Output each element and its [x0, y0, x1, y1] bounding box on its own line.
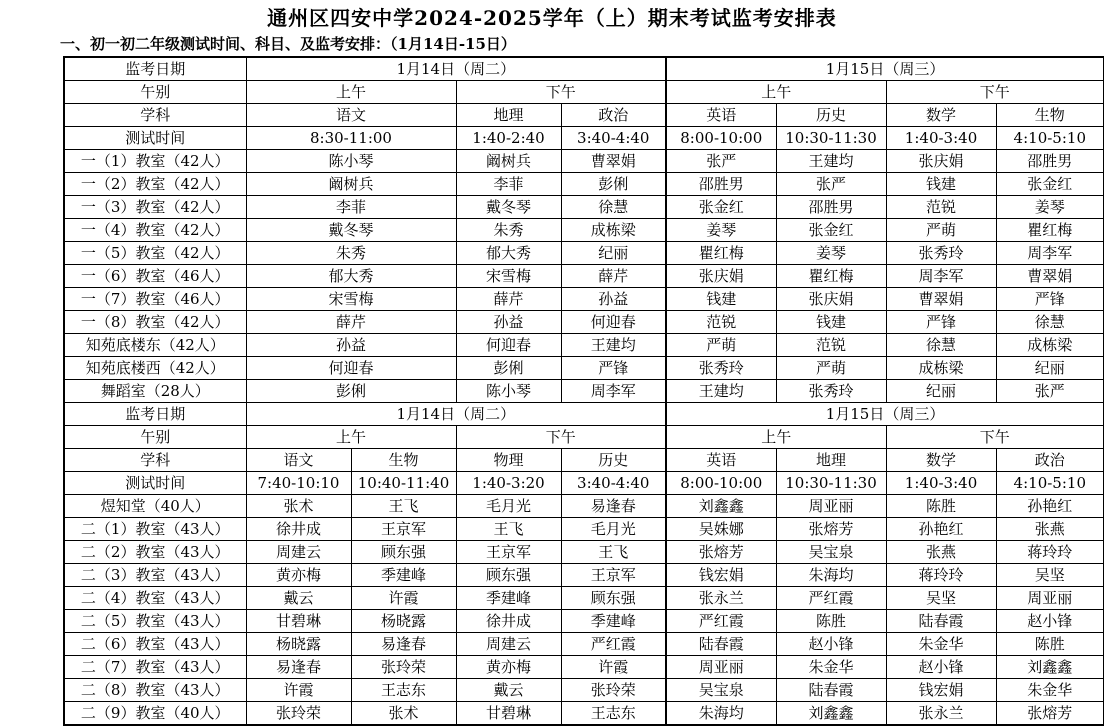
invigilator-name: 薛芹 — [456, 288, 561, 311]
invigilator-name: 李菲 — [246, 196, 456, 219]
invigilator-name: 张庆娟 — [666, 265, 776, 288]
invigilator-name: 吴坚 — [886, 587, 996, 610]
invigilator-name: 孙益 — [246, 334, 456, 357]
invigilator-name: 孙益 — [561, 288, 666, 311]
invigilator-name: 纪丽 — [996, 357, 1104, 380]
date-value: 1月14日（周二） — [246, 57, 666, 81]
invigilator-name: 严萌 — [666, 334, 776, 357]
invigilator-name: 黄亦梅 — [456, 656, 561, 679]
invigilator-name: 成栋梁 — [996, 334, 1104, 357]
invigilator-name: 陈胜 — [776, 610, 886, 633]
invigilator-name: 王建均 — [776, 150, 886, 173]
invigilator-name: 王飞 — [456, 518, 561, 541]
invigilator-name: 陆春霞 — [886, 610, 996, 633]
subject-value: 语文 — [246, 449, 351, 472]
invigilator-name: 季建峰 — [351, 564, 456, 587]
invigilator-name: 张秀玲 — [776, 380, 886, 403]
invigilator-name: 甘碧琳 — [246, 610, 351, 633]
time-value: 10:40-11:40 — [351, 472, 456, 495]
invigilator-name: 朱海均 — [666, 702, 776, 726]
room-label: 一（2）教室（42人） — [64, 173, 246, 196]
invigilator-name: 范锐 — [666, 311, 776, 334]
invigilator-name: 陈胜 — [886, 495, 996, 518]
grade7-room-row — [64, 219, 1104, 242]
page-subtitle: 一、初一初二年级测试时间、科目、及监考安排：（1月14日-15日） — [60, 35, 516, 53]
room-label: 二（9）教室（40人） — [64, 702, 246, 726]
grade8-room-row — [64, 564, 1104, 587]
invigilator-name: 孙益 — [456, 311, 561, 334]
subject-value: 英语 — [666, 449, 776, 472]
invigilator-name: 曹翠娟 — [996, 265, 1104, 288]
invigilator-name: 李菲 — [456, 173, 561, 196]
grade8-room-row — [64, 518, 1104, 541]
invigilator-name: 严锋 — [996, 288, 1104, 311]
invigilator-name: 周亚丽 — [996, 587, 1104, 610]
time-row-label: 测试时间 — [64, 127, 246, 150]
grade7-room-row — [64, 288, 1104, 311]
invigilator-name: 张术 — [246, 495, 351, 518]
invigilator-name: 许霞 — [561, 656, 666, 679]
invigilator-name: 王飞 — [351, 495, 456, 518]
invigilation-table-body — [64, 57, 1104, 725]
invigilator-name: 张熔芳 — [666, 541, 776, 564]
invigilator-name: 张燕 — [996, 518, 1104, 541]
subject-value: 政治 — [561, 104, 666, 127]
invigilator-name: 吴宝泉 — [776, 541, 886, 564]
invigilator-name: 钱建 — [886, 173, 996, 196]
invigilator-name: 成栋梁 — [886, 357, 996, 380]
grade7-room-row — [64, 357, 1104, 380]
invigilator-name: 张熔芳 — [776, 518, 886, 541]
time-value: 8:30-11:00 — [246, 127, 456, 150]
invigilator-name: 严锋 — [886, 311, 996, 334]
invigilator-name: 顾东强 — [351, 541, 456, 564]
grade7-subject-row — [64, 104, 1104, 127]
invigilator-name: 张严 — [996, 380, 1104, 403]
invigilator-name: 张术 — [351, 702, 456, 726]
period-value: 下午 — [456, 426, 666, 449]
invigilator-name: 姜琴 — [996, 196, 1104, 219]
subject-value: 历史 — [776, 104, 886, 127]
room-label: 一（7）教室（46人） — [64, 288, 246, 311]
room-label: 一（6）教室（46人） — [64, 265, 246, 288]
grade8-time-row — [64, 472, 1104, 495]
grade7-room-row — [64, 173, 1104, 196]
invigilator-name: 张玲荣 — [246, 702, 351, 726]
invigilator-name: 彭俐 — [561, 173, 666, 196]
invigilator-name: 孙艳红 — [886, 518, 996, 541]
invigilator-name: 陆春霞 — [776, 679, 886, 702]
invigilator-name: 成栋梁 — [561, 219, 666, 242]
invigilator-name: 许霞 — [351, 587, 456, 610]
invigilator-name: 钱建 — [666, 288, 776, 311]
grade7-date-row — [64, 57, 1104, 81]
invigilator-name: 陈小琴 — [246, 150, 456, 173]
grade8-period-row — [64, 426, 1104, 449]
invigilator-name: 薛芹 — [246, 311, 456, 334]
time-value: 10:30-11:30 — [776, 127, 886, 150]
period-value: 上午 — [666, 81, 886, 104]
subject-row-label: 学科 — [64, 449, 246, 472]
subject-value: 物理 — [456, 449, 561, 472]
invigilator-name: 陈胜 — [996, 633, 1104, 656]
invigilator-name: 蒋玲玲 — [886, 564, 996, 587]
invigilator-name: 杨晓露 — [246, 633, 351, 656]
invigilator-name: 张永兰 — [886, 702, 996, 726]
invigilator-name: 朱金华 — [776, 656, 886, 679]
time-value: 7:40-10:10 — [246, 472, 351, 495]
room-label: 一（4）教室（42人） — [64, 219, 246, 242]
invigilator-name: 朱秀 — [246, 242, 456, 265]
grade7-room-row — [64, 380, 1104, 403]
invigilator-name: 周亚丽 — [776, 495, 886, 518]
subject-value: 英语 — [666, 104, 776, 127]
time-value: 4:10-5:10 — [996, 472, 1104, 495]
invigilator-name: 徐慧 — [561, 196, 666, 219]
grade7-room-row — [64, 265, 1104, 288]
invigilator-name: 张秀玲 — [666, 357, 776, 380]
invigilator-name: 赵小锋 — [996, 610, 1104, 633]
room-label: 知苑底楼东（42人） — [64, 334, 246, 357]
time-value: 1:40-3:40 — [886, 127, 996, 150]
invigilator-name: 薛芹 — [561, 265, 666, 288]
time-value: 1:40-3:20 — [456, 472, 561, 495]
subject-row-label: 学科 — [64, 104, 246, 127]
room-label: 知苑底楼西（42人） — [64, 357, 246, 380]
invigilator-name: 徐慧 — [996, 311, 1104, 334]
grade8-room-row — [64, 587, 1104, 610]
invigilator-name: 严萌 — [886, 219, 996, 242]
grade7-room-row — [64, 334, 1104, 357]
invigilator-name: 朱秀 — [456, 219, 561, 242]
room-label: 二（1）教室（43人） — [64, 518, 246, 541]
time-row-label: 测试时间 — [64, 472, 246, 495]
grade8-date-row — [64, 403, 1104, 426]
grade7-time-row — [64, 127, 1104, 150]
invigilator-name: 易逢春 — [351, 633, 456, 656]
invigilator-name: 季建峰 — [456, 587, 561, 610]
invigilator-name: 严锋 — [561, 357, 666, 380]
room-label: 一（8）教室（42人） — [64, 311, 246, 334]
invigilator-name: 赵小锋 — [776, 633, 886, 656]
invigilator-name: 杨晓露 — [351, 610, 456, 633]
room-label: 舞蹈室（28人） — [64, 380, 246, 403]
invigilator-name: 纪丽 — [886, 380, 996, 403]
time-value: 8:00-10:00 — [666, 127, 776, 150]
room-label: 二（8）教室（43人） — [64, 679, 246, 702]
invigilator-name: 曹翠娟 — [561, 150, 666, 173]
subject-value: 生物 — [351, 449, 456, 472]
invigilator-name: 瞿红梅 — [666, 242, 776, 265]
invigilator-name: 黄亦梅 — [246, 564, 351, 587]
invigilator-name: 钱宏娟 — [886, 679, 996, 702]
invigilator-name: 严红霞 — [776, 587, 886, 610]
date-row-label: 监考日期 — [64, 403, 246, 426]
grade7-room-row — [64, 150, 1104, 173]
time-value: 4:10-5:10 — [996, 127, 1104, 150]
room-label: 二（7）教室（43人） — [64, 656, 246, 679]
invigilator-name: 易逢春 — [561, 495, 666, 518]
invigilator-name: 王京军 — [351, 518, 456, 541]
invigilator-name: 张玲荣 — [561, 679, 666, 702]
date-value: 1月15日（周三） — [666, 403, 1104, 426]
grade8-room-row — [64, 679, 1104, 702]
invigilator-name: 徐慧 — [886, 334, 996, 357]
subject-value: 政治 — [996, 449, 1104, 472]
invigilator-name: 孙艳红 — [996, 495, 1104, 518]
invigilator-name: 严萌 — [776, 357, 886, 380]
invigilator-name: 吴姝娜 — [666, 518, 776, 541]
time-value: 1:40-3:40 — [886, 472, 996, 495]
room-label: 二（6）教室（43人） — [64, 633, 246, 656]
invigilator-name: 姜琴 — [666, 219, 776, 242]
invigilator-name: 顾东强 — [561, 587, 666, 610]
invigilator-name: 瞿红梅 — [996, 219, 1104, 242]
invigilator-name: 吴宝泉 — [666, 679, 776, 702]
invigilator-name: 张燕 — [886, 541, 996, 564]
time-value: 3:40-4:40 — [561, 127, 666, 150]
invigilator-name: 王建均 — [666, 380, 776, 403]
invigilator-name: 王志东 — [351, 679, 456, 702]
invigilator-name: 曹翠娟 — [886, 288, 996, 311]
period-value: 上午 — [246, 81, 456, 104]
room-label: 二（5）教室（43人） — [64, 610, 246, 633]
invigilator-name: 季建峰 — [561, 610, 666, 633]
period-value: 下午 — [886, 81, 1104, 104]
invigilator-name: 陈小琴 — [456, 380, 561, 403]
grade8-room-row — [64, 495, 1104, 518]
invigilator-name: 瞿红梅 — [776, 265, 886, 288]
subject-value: 历史 — [561, 449, 666, 472]
subject-value: 地理 — [776, 449, 886, 472]
invigilator-name: 张金红 — [666, 196, 776, 219]
grade8-room-row — [64, 656, 1104, 679]
invigilator-name: 张永兰 — [666, 587, 776, 610]
subject-value: 数学 — [886, 104, 996, 127]
invigilator-name: 王建均 — [561, 334, 666, 357]
grade7-room-row — [64, 242, 1104, 265]
invigilator-name: 郁大秀 — [246, 265, 456, 288]
invigilator-name: 赵小锋 — [886, 656, 996, 679]
time-value: 1:40-2:40 — [456, 127, 561, 150]
invigilator-name: 许霞 — [246, 679, 351, 702]
room-label: 二（2）教室（43人） — [64, 541, 246, 564]
invigilator-name: 彭俐 — [456, 357, 561, 380]
invigilator-name: 王飞 — [561, 541, 666, 564]
invigilator-name: 彭俐 — [246, 380, 456, 403]
invigilator-name: 周亚丽 — [666, 656, 776, 679]
invigilator-name: 顾东强 — [456, 564, 561, 587]
invigilator-name: 张熔芳 — [996, 702, 1104, 726]
invigilator-name: 阚树兵 — [246, 173, 456, 196]
invigilator-name: 邵胜男 — [776, 196, 886, 219]
time-value: 10:30-11:30 — [776, 472, 886, 495]
invigilator-name: 张庆娟 — [776, 288, 886, 311]
invigilator-name: 严红霞 — [666, 610, 776, 633]
invigilator-name: 毛月光 — [561, 518, 666, 541]
invigilator-name: 郁大秀 — [456, 242, 561, 265]
invigilator-name: 王志东 — [561, 702, 666, 726]
subject-value: 语文 — [246, 104, 456, 127]
invigilator-name: 阚树兵 — [456, 150, 561, 173]
invigilator-name: 刘鑫鑫 — [996, 656, 1104, 679]
invigilator-name: 张庆娟 — [886, 150, 996, 173]
period-value: 下午 — [886, 426, 1104, 449]
invigilator-name: 钱建 — [776, 311, 886, 334]
period-row-label: 午别 — [64, 81, 246, 104]
invigilator-name: 张玲荣 — [351, 656, 456, 679]
invigilator-name: 易逢春 — [246, 656, 351, 679]
invigilator-name: 周建云 — [456, 633, 561, 656]
invigilator-name: 宋雪梅 — [246, 288, 456, 311]
grade8-subject-row — [64, 449, 1104, 472]
grade7-period-row — [64, 81, 1104, 104]
invigilator-name: 张金红 — [776, 219, 886, 242]
invigilator-name: 何迎春 — [456, 334, 561, 357]
invigilator-name: 何迎春 — [561, 311, 666, 334]
page-title: 通州区四安中学2024-2025学年（上）期末考试监考安排表 — [267, 6, 837, 30]
invigilator-name: 张秀玲 — [886, 242, 996, 265]
invigilator-name: 戴云 — [456, 679, 561, 702]
subject-value: 生物 — [996, 104, 1104, 127]
grade8-room-row — [64, 702, 1104, 726]
date-value: 1月14日（周二） — [246, 403, 666, 426]
invigilator-name: 宋雪梅 — [456, 265, 561, 288]
invigilator-name: 戴冬琴 — [246, 219, 456, 242]
room-label: 一（1）教室（42人） — [64, 150, 246, 173]
room-label: 二（4）教室（43人） — [64, 587, 246, 610]
invigilator-name: 周李军 — [561, 380, 666, 403]
period-value: 上午 — [246, 426, 456, 449]
period-value: 下午 — [456, 81, 666, 104]
invigilator-name: 陆春霞 — [666, 633, 776, 656]
subject-value: 地理 — [456, 104, 561, 127]
time-value: 8:00-10:00 — [666, 472, 776, 495]
invigilator-name: 纪丽 — [561, 242, 666, 265]
invigilator-name: 毛月光 — [456, 495, 561, 518]
invigilation-table — [63, 56, 1104, 726]
invigilator-name: 周李军 — [996, 242, 1104, 265]
period-value: 上午 — [666, 426, 886, 449]
invigilator-name: 戴冬琴 — [456, 196, 561, 219]
invigilator-name: 张金红 — [996, 173, 1104, 196]
invigilator-name: 严红霞 — [561, 633, 666, 656]
room-label: 二（3）教室（43人） — [64, 564, 246, 587]
invigilator-name: 邵胜男 — [666, 173, 776, 196]
room-label: 煜知堂（40人） — [64, 495, 246, 518]
invigilator-name: 范锐 — [886, 196, 996, 219]
invigilator-name: 朱金华 — [996, 679, 1104, 702]
date-row-label: 监考日期 — [64, 57, 246, 81]
grade8-room-row — [64, 633, 1104, 656]
invigilator-name: 钱宏娟 — [666, 564, 776, 587]
grade8-room-row — [64, 541, 1104, 564]
invigilator-name: 刘鑫鑫 — [666, 495, 776, 518]
invigilator-name: 周李军 — [886, 265, 996, 288]
subject-value: 数学 — [886, 449, 996, 472]
invigilator-name: 范锐 — [776, 334, 886, 357]
invigilator-name: 甘碧琳 — [456, 702, 561, 726]
invigilator-name: 姜琴 — [776, 242, 886, 265]
invigilator-name: 何迎春 — [246, 357, 456, 380]
room-label: 一（3）教室（42人） — [64, 196, 246, 219]
time-value: 3:40-4:40 — [561, 472, 666, 495]
invigilator-name: 王京军 — [456, 541, 561, 564]
invigilator-name: 徐井成 — [456, 610, 561, 633]
invigilator-name: 刘鑫鑫 — [776, 702, 886, 726]
period-row-label: 午别 — [64, 426, 246, 449]
invigilator-name: 王京军 — [561, 564, 666, 587]
invigilator-name: 邵胜男 — [996, 150, 1104, 173]
room-label: 一（5）教室（42人） — [64, 242, 246, 265]
invigilator-name: 吴坚 — [996, 564, 1104, 587]
invigilator-name: 周建云 — [246, 541, 351, 564]
invigilator-name: 蒋玲玲 — [996, 541, 1104, 564]
invigilator-name: 张严 — [776, 173, 886, 196]
invigilator-name: 徐井成 — [246, 518, 351, 541]
grade7-room-row — [64, 311, 1104, 334]
invigilator-name: 张严 — [666, 150, 776, 173]
grade7-room-row — [64, 196, 1104, 219]
invigilator-name: 戴云 — [246, 587, 351, 610]
invigilator-name: 朱海均 — [776, 564, 886, 587]
date-value: 1月15日（周三） — [666, 57, 1104, 81]
invigilator-name: 朱金华 — [886, 633, 996, 656]
grade8-room-row — [64, 610, 1104, 633]
